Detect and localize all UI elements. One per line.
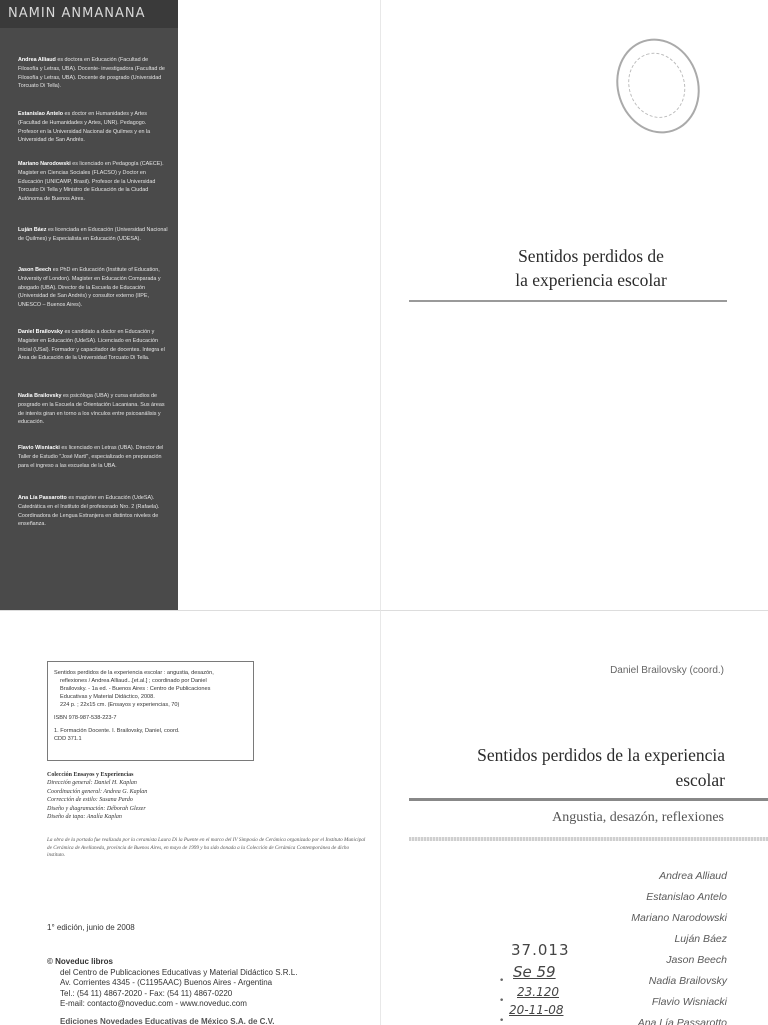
publisher-contact: E-mail: contacto@noveduc.com - www.noveduc.com [60, 999, 247, 1008]
back-flap-page [0, 0, 178, 610]
handwriting-bullets-icon: • • • [499, 976, 505, 1025]
bio-lujan-baez: Luján Báez es licenciada en Educación (Universidad Nacional de Quilmes) y Especialista en Educación (UDESA). [18, 227, 168, 242]
publisher-line-6: Ediciones Novedades Educativas de México S.A. de C.V. [60, 1017, 275, 1025]
publisher-address: Av. Corrientes 4345 - (C1195AAC) Buenos Aires - Argentina [60, 978, 273, 987]
credit-style-correction: Corrección de estilo: Susana Pardo [47, 797, 133, 804]
credits-block [47, 771, 347, 821]
catalog-line-3: Brailovsky. - 1a ed. - Buenos Aires : Centro de Publicaciones [60, 686, 211, 692]
publisher-phone: Tel.: (54 11) 4867-2020 - Fax: (54 11) 4867-0220 [60, 988, 233, 998]
half-title-line-2: la experiencia escolar [515, 270, 667, 290]
author-name: Nadia Brailovsky [648, 975, 727, 987]
catalog-line-5: 224 p. ; 22x15 cm. (Ensayos y experiencias, 70) [60, 702, 180, 708]
coordinator-name: Daniel Brailovsky (coord.) [610, 665, 724, 676]
book-title-line-1: Sentidos perdidos de la experiencia [477, 745, 725, 765]
bio-mariano-narodowski: Mariano Narodowski es licenciado en Pedagogía (CAECE). Magister en Ciencias Sociales (FLACSO) y Doctor en Educación (UNICAMP, Brasil). Profesor de la Universidad Torcuato Di Tella y Ministro de Educación de la Ciudad Autónoma de Buenos Aires. [18, 161, 164, 203]
author-name: Andrea Alliaud [659, 870, 727, 882]
catalog-isbn: ISBN 978-987-538-223-7 [54, 715, 117, 721]
handwritten-inventory-number: 23.120 [517, 985, 559, 999]
publisher-line-2: del Centro de Publicaciones Educativas y Material Didáctico S.R.L. [60, 967, 298, 977]
publisher-name: © Noveduc libros [47, 957, 113, 966]
title-page [380, 610, 768, 1025]
credit-cover-design: Diseño de tapa: Analía Kaplan [47, 814, 122, 821]
half-title-line-1: Sentidos perdidos de [518, 246, 664, 266]
credit-general-coordination: Coordinación general: Andrea G. Kaplan [47, 788, 148, 795]
author-name: Jason Beech [666, 954, 727, 966]
credit-design: Diseño y diagramación: Déborah Glezer [47, 805, 146, 812]
half-title-page [380, 0, 768, 610]
subtitle-rule [409, 837, 768, 841]
copyright-page [0, 610, 380, 1025]
publisher-block [47, 957, 377, 1010]
bio-nadia-brailovsky: Nadia Brailovsky es psicóloga (UBA) y cursa estudios de posgrado en la Escuela de Orientación Lacaniana. Sus áreas de interés giran en torno a los vínculos entre psicoanálisis y educación. [18, 393, 165, 426]
library-stamp-icon [604, 28, 712, 145]
bio-ana-lia-passarotto: Ana Lía Passarotto es magíster en Educación (UdeSA). Catedrática en el Instituto del profesorado Nro. 2 (Rafaela). Coordinadora de Lengua Extranjera en distintos niveles de enseñanza. [18, 495, 160, 528]
catalog-line-1: Sentidos perdidos de la experiencia escolar : angustia, desazón, [54, 670, 214, 676]
bio-estanislao-antelo: Estanislao Antelo es doctor en Humanidades y Artes (Facultad de Humanidades y Artes, UNR). Pedagogo. Profesor en la Universidad Nacional de Quilmes y en la Universidad de San Andrés. [18, 111, 151, 144]
decorative-border-text: NAMIN ANMANANA [8, 6, 146, 21]
author-name: Ana Lía Passarotto [637, 1017, 727, 1025]
book-title [409, 743, 725, 793]
book-title-line-2: escolar [675, 770, 725, 790]
title-rule [409, 300, 727, 302]
catalog-record-box [47, 661, 254, 761]
half-title [441, 244, 741, 292]
edition-line: 1° edición, junio de 2008 [47, 923, 135, 932]
book-subtitle: Angustia, desazón, reflexiones [552, 810, 724, 825]
catalog-line-2: reflexiones / Andrea Alliaud...[et.al.] ; coordinado por Daniel [60, 678, 207, 684]
author-name: Luján Báez [674, 933, 727, 945]
catalog-cdd: CDD 371.1 [54, 736, 82, 742]
credit-general-direction: Dirección general: Daniel H. Kaplan [47, 780, 137, 787]
bio-andrea-alliaud: Andrea Alliaud es doctora en Educación (Facultad de Filosofía y Letras, UBA). Docente- investigadora (Facultad de Filosofía y Letras, UBA). Docente de posgrado (Universidad Torcuato Di Tella). [18, 57, 165, 90]
author-name: Mariano Narodowski [631, 912, 727, 924]
decorative-border [0, 0, 178, 28]
cover-art-note: La obra de la portada fue realizada por la ceramista Laura Di la Puente en el marco del IV Simposio de Cerámica organizado por el Instituto Municipal de Cerámica de Avellaneda, provincia de Buenos Aires, en mayo de 1999 y ha sido donada a la Colección de Cerámica Contemporánea de dicho instituto. [47, 837, 366, 859]
collection-name: Colección Ensayos y Experiencias [47, 772, 134, 778]
handwritten-cutter-number: Se 59 [513, 963, 556, 981]
author-name: Flavio Wisniacki [651, 996, 727, 1008]
library-stamp-inner-ring [620, 45, 694, 125]
bio-jason-beech: Jason Beech es PhD en Educación (Institute of Education, University of London). Magister en Educación Comparada y abogado (UBA). Director de la Escuela de Educación (Universidad de San Andrés) y consultor externo (IIPE, UNESCO – Buenos Aires). [18, 267, 161, 309]
handwritten-date: 20-11-08 [509, 1003, 564, 1017]
catalog-topics: 1. Formación Docente. I. Brailovsky, Daniel, coord. [54, 728, 180, 734]
author-name: Estanislao Antelo [646, 891, 727, 903]
title-rule [409, 798, 768, 801]
bio-daniel-brailovsky: Daniel Brailovsky es candidato a doctor en Educación y Magister en Educación (UdeSA). Licenciado en Educación Inicial (USal). Formador y capacitador de docentes. Integra el Área de Educación de la Universidad Torcuato Di Tella. [18, 329, 165, 362]
catalog-line-4: Educativas y Material Didáctico, 2008. [60, 694, 155, 700]
bio-flavio-wisniacki: Flavio Wisniacki es licenciado en Letras (UBA). Director del Taller de Estudio "José Martí", especializado en preparación para el ingreso a las escuelas de la UBA. [18, 445, 164, 469]
handwritten-call-number: 37.013 [511, 941, 570, 959]
